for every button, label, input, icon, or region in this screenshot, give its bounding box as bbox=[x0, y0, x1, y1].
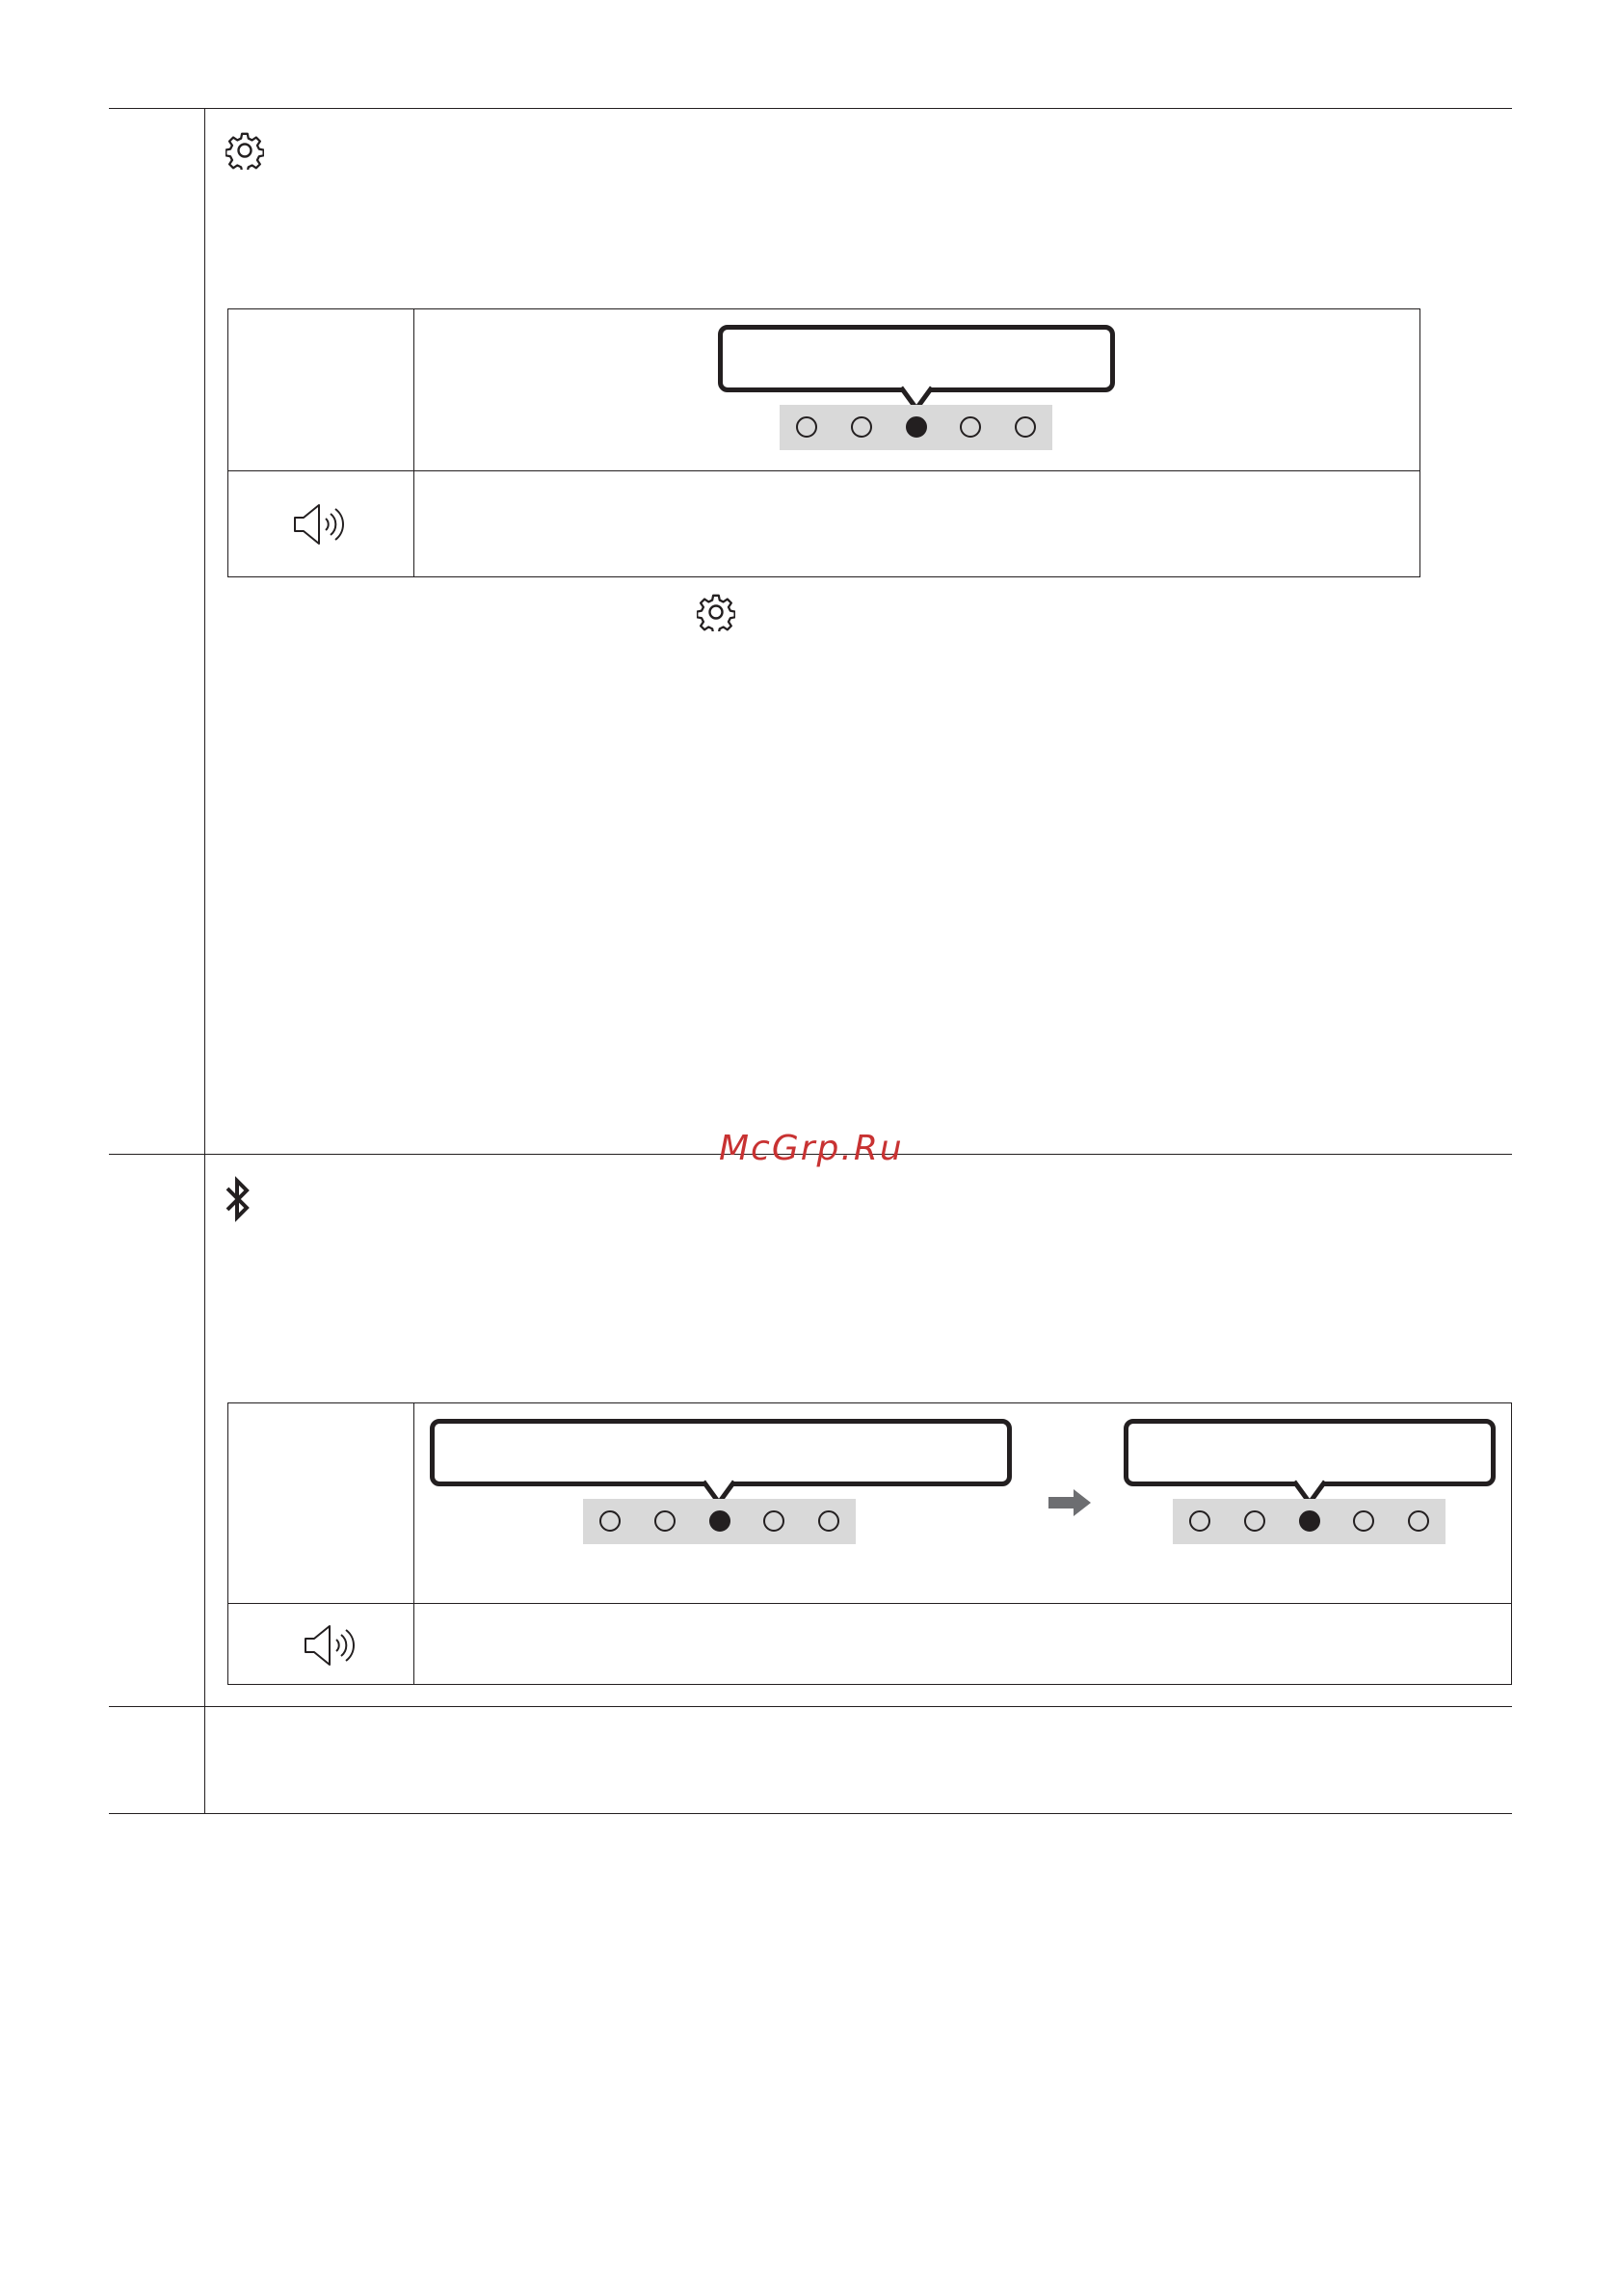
display-bubble bbox=[718, 325, 1115, 392]
bluetooth-icon bbox=[224, 1176, 252, 1222]
led-indicator bbox=[1353, 1510, 1374, 1532]
led-indicator-active bbox=[709, 1510, 730, 1532]
display-bubble-before bbox=[430, 1419, 1012, 1486]
led-indicator bbox=[1408, 1510, 1429, 1532]
watermark: McGrp.Ru bbox=[719, 1129, 904, 1168]
section3-top-rule bbox=[109, 1706, 1512, 1707]
led-indicator bbox=[763, 1510, 784, 1532]
led-indicator bbox=[960, 416, 981, 438]
speaker-icon bbox=[292, 501, 350, 547]
table2-row-divider bbox=[227, 1603, 1512, 1604]
table2-column-divider bbox=[413, 1402, 414, 1685]
led-strip-before bbox=[583, 1499, 856, 1544]
led-indicator-active bbox=[906, 416, 927, 438]
led-strip bbox=[780, 405, 1052, 450]
led-indicator bbox=[1244, 1510, 1265, 1532]
led-indicator bbox=[654, 1510, 676, 1532]
led-indicator bbox=[1189, 1510, 1210, 1532]
gear-icon bbox=[697, 593, 735, 631]
column-divider bbox=[204, 108, 205, 1814]
led-indicator bbox=[1015, 416, 1036, 438]
display-bubble-after bbox=[1124, 1419, 1496, 1486]
speaker-icon bbox=[303, 1622, 360, 1669]
led-indicator bbox=[599, 1510, 621, 1532]
led-indicator bbox=[796, 416, 817, 438]
led-indicator bbox=[851, 416, 872, 438]
arrow-right-icon bbox=[1048, 1487, 1093, 1518]
led-indicator-active bbox=[1299, 1510, 1320, 1532]
table1-row-divider bbox=[227, 470, 1420, 471]
section1-top-rule bbox=[109, 108, 1512, 109]
section3-bottom-rule bbox=[109, 1813, 1512, 1814]
led-indicator bbox=[818, 1510, 839, 1532]
gear-icon bbox=[225, 131, 264, 170]
table1-column-divider bbox=[413, 308, 414, 577]
led-strip-after bbox=[1173, 1499, 1446, 1544]
